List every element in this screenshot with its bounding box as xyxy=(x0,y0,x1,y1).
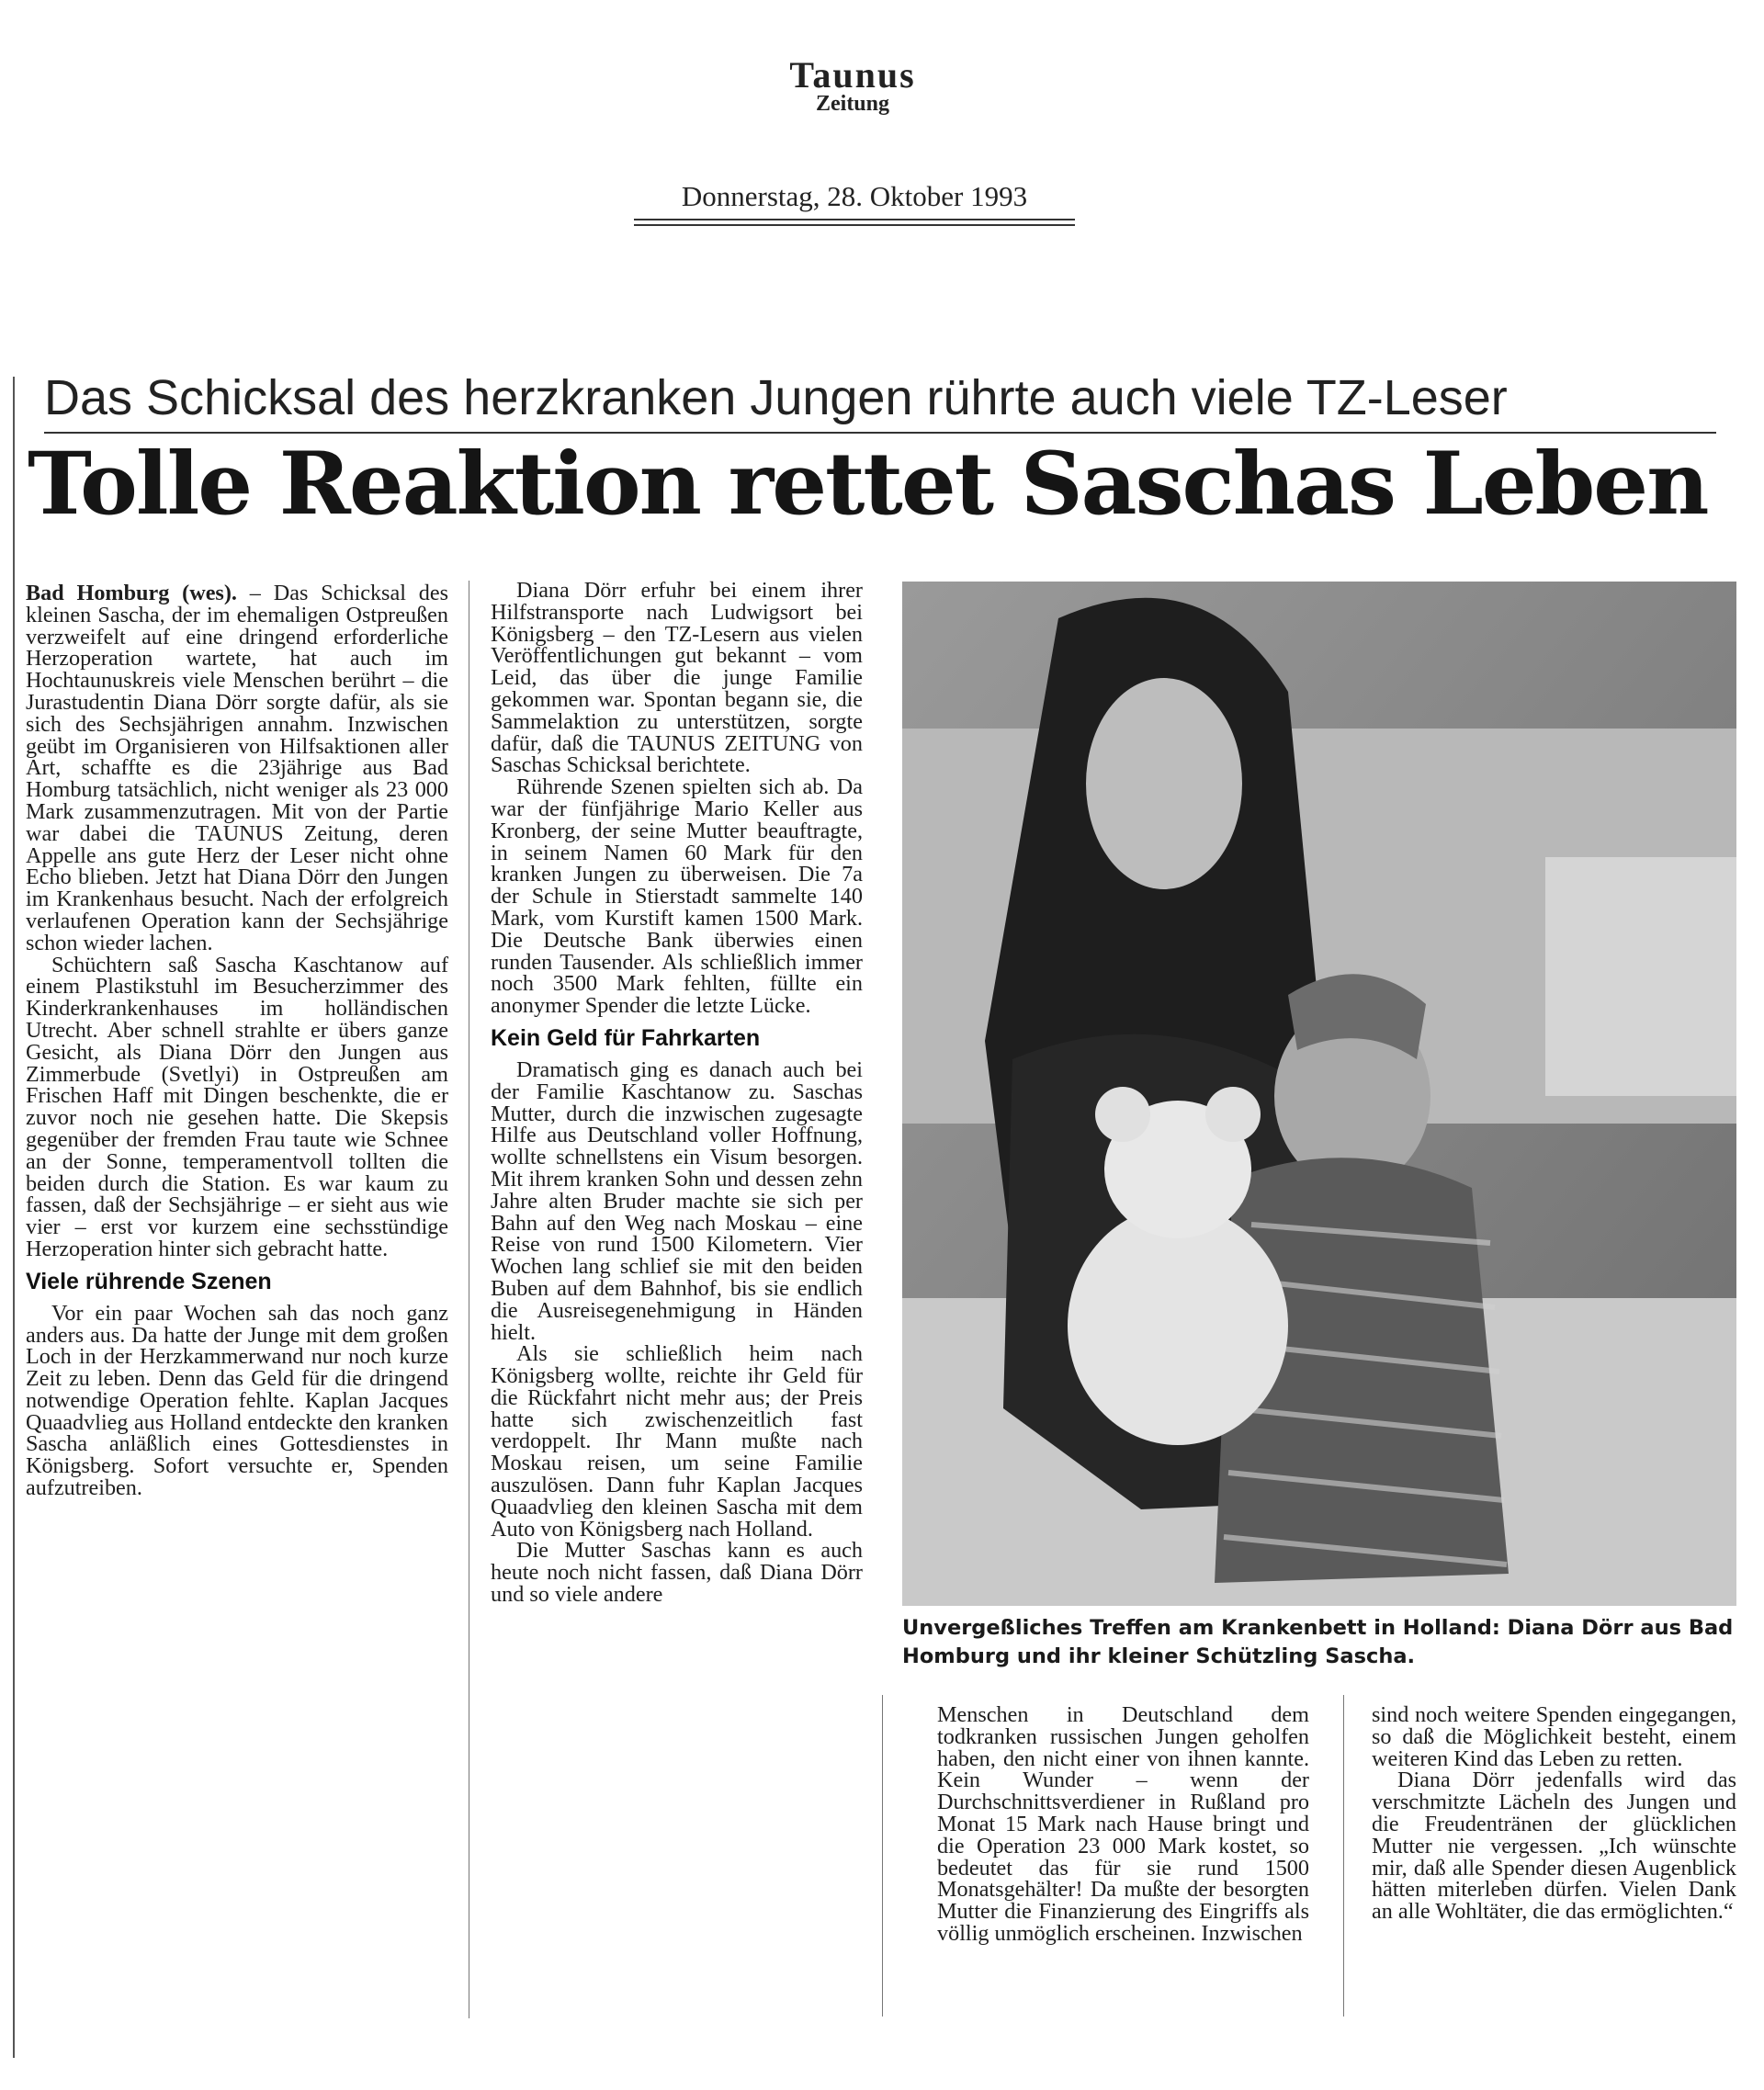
paragraph: Schüchtern saß Sascha Kaschtanow auf einem Plastikstuhl im Besucherzimmer des Kinderkrankenhauses im holländischen Utrecht. Aber schnell strahlte er übers ganze Gesicht, als Diana Dörr den Jungen aus Zimmerbude (Svetlyi) in Ostpreußen am Frischen Haff mit Dingen beschenkte, die er zuvor noch nie gesehen hatte. Die Skepsis gegenüber der fremden Frau taute wie Schnee an der Sonne, temperamentvoll tollten die beiden durch die Station. Es war kaum zu fassen, daß der Sechsjährige – er sieht aus wie vier – erst vor kurzem eine sechsstündige Herzoperation hinter sich gebracht hatte. xyxy=(26,952,448,1261)
teddy-bear-ear xyxy=(1205,1087,1261,1142)
subheading: Kein Geld für Fahrkarten xyxy=(491,1024,761,1051)
paragraph: Diana Dörr jedenfalls wird das verschmitzte Lächeln des Jungen und die Freudentränen der glücklichen Mutter nie vergessen. „Ich wünschte mir, daß alle Spender diesen Augenblick hätten miterleben dürfen. Vielen Dank an alle Wohltäter, die das ermöglichten.“ xyxy=(1372,1768,1736,1925)
masthead-subtitle: Zeitung xyxy=(815,92,889,116)
paragraph: sind noch weitere Spenden eingegangen, so daß die Möglichkeit besteht, einem weiteren Kind das Leben zu retten. xyxy=(1372,1702,1736,1771)
dateline: Bad Homburg (wes). xyxy=(26,581,237,605)
paragraph: Rührende Szenen spielten sich ab. Da war der fünfjährige Mario Keller aus Kronberg, der seine Mutter beauftragte, in seinem Namen 60 Mark für den kranken Jungen zu überweisen. Die 7a der Schule in Stierstadt sammelte 140 Mark, vom Kurstift kamen 1500 Mark. Die Deutsche Bank überwies einen runden Tausender. Als schließlich immer noch 3500 Mark fehlten, füllte ein anonymer Spender die letzte Lücke. xyxy=(491,774,863,1019)
date-rule xyxy=(634,219,1075,220)
article-column-2 xyxy=(491,580,863,1606)
paragraph: Dramatisch ging es danach auch bei der Familie Kaschtanow zu. Saschas Mutter, durch die inzwischen zugesagte Hilfe aus Deutschland voller Hoffnung, wollte schnellstens ein Visum besorgen. Mit ihrem kranken Sohn und dessen zehn Jahre alten Bruder machte sie sich per Bahn auf den Weg nach Moskau – eine Reise von rund 1500 Kilometern. Vier Wochen lang schlief sie mit den beiden Buben auf dem Bahnhof, bis sie endlich die Ausreisegenehmigung in Händen hielt. xyxy=(491,1056,863,1345)
article-column-4 xyxy=(1372,1704,1736,1923)
paragraph: Diana Dörr erfuhr bei einem ihrer Hilfstransporte nach Ludwigsort bei Königsberg – den TZ-Lesern aus vielen Veröffentlichungen gut bekannt – vom Leid, das über die junge Familie gekommen war. Spontan begann sie, die Sammelaktion zu unterstützen, sorgte dafür, daß die TAUNUS ZEITUNG von Saschas Schicksal berichtete. xyxy=(491,578,863,778)
article-headline: Tolle Reaktion rettet Saschas Leben xyxy=(28,434,1708,535)
article-photo xyxy=(902,582,1736,1606)
cabinet xyxy=(1545,857,1736,1096)
paragraph: Als sie schließlich heim nach Königsberg wollte, reichte ihr Geld für die Rückfahrt nicht mehr aus; der Preis hatte sich zwischenzeitlich fast verdoppelt. Ihr Mann mußte nach Moskau reisen, um seine Familie auszulösen. Dann fuhr Kaplan Jacques Quaadvlieg den kleinen Sascha mit dem Auto von Königsberg nach Holland. xyxy=(491,1341,863,1542)
article-kicker: Das Schicksal des herzkranken Jungen rührte auch viele TZ-Leser xyxy=(44,370,1508,425)
teddy-bear-ear xyxy=(1095,1087,1150,1142)
clipping-edge-line xyxy=(13,377,15,2058)
teddy-bear-body xyxy=(1068,1206,1288,1445)
paragraph: Vor ein paar Wochen sah das noch ganz anders aus. Da hatte der Junge mit dem großen Loch in der Herzkammerwand nur noch kurze Zeit zu leben. Denn das Geld für die dringend notwendige Operation fehlte. Kaplan Jacques Quaadvlieg aus Holland entdeckte den kranken Sascha anläßlich eines Gottesdienstes in Königsberg. Sofort versuchte er, Spenden aufzutreiben. xyxy=(26,1300,448,1501)
masthead-title: Taunus xyxy=(789,54,916,96)
paragraph: Die Mutter Saschas kann es auch heute noch nicht fassen, daß Diana Dörr und so viele andere xyxy=(491,1538,863,1608)
photo-illustration xyxy=(902,582,1736,1606)
photo-caption: Unvergeßliches Treffen am Krankenbett in Holland: Diana Dörr aus Bad Homburg und ihr kleiner Schützling Sascha. xyxy=(902,1616,1734,1668)
paragraph xyxy=(26,582,448,955)
article-column-1 xyxy=(26,582,448,1499)
article-column-3 xyxy=(937,1704,1309,1945)
paragraph-text: – Das Schicksal des kleinen Sascha, der im ehemaligen Ostpreußen verzweifelt auf eine dringend erforderliche Herzoperation wartete, hat auch im Hochtaunuskreis viele Menschen berührt – die Jurastudentin Diana Dörr sorgte dafür, als sie sich des Sechsjährigen annahm. Inzwischen geübt im Organisieren von Hilfsaktionen aller Art, schaffte es die 23jährige aus Bad Homburg tatsächlich, nicht weniger als 23 000 Mark zusammenzutragen. Mit von der Partie war dabei die TAUNUS Zeitung, deren Appelle ans gute Herz der Leser nicht ohne Echo blieben. Jetzt hat Diana Dörr den Jungen im Krankenhaus besucht. Nach der erfolgreich verlaufenen Operation kann der Sechsjährige schon wieder lachen. xyxy=(26,581,448,955)
issue-date: Donnerstag, 28. Oktober 1993 xyxy=(681,180,1028,212)
column-rule xyxy=(1343,1695,1344,2017)
column-rule xyxy=(882,1695,883,2017)
paragraph: Menschen in Deutschland dem todkranken russischen Jungen geholfen haben, den nicht einer von ihnen kannte. Kein Wunder – wenn der Durchschnittsverdiener in Rußland pro Monat 15 Mark nach Hause bringt und die Operation 23 000 Mark kostet, so bedeutet das für sie rund 1500 Monatsgehälter! Da mußte der besorgten Mutter die Finanzierung des Eingriffs als völlig unmöglich erscheinen. Inzwischen xyxy=(937,1702,1309,1946)
woman-face xyxy=(1086,678,1242,889)
subheading: Viele rührende Szenen xyxy=(26,1268,272,1294)
date-rule xyxy=(634,224,1075,226)
